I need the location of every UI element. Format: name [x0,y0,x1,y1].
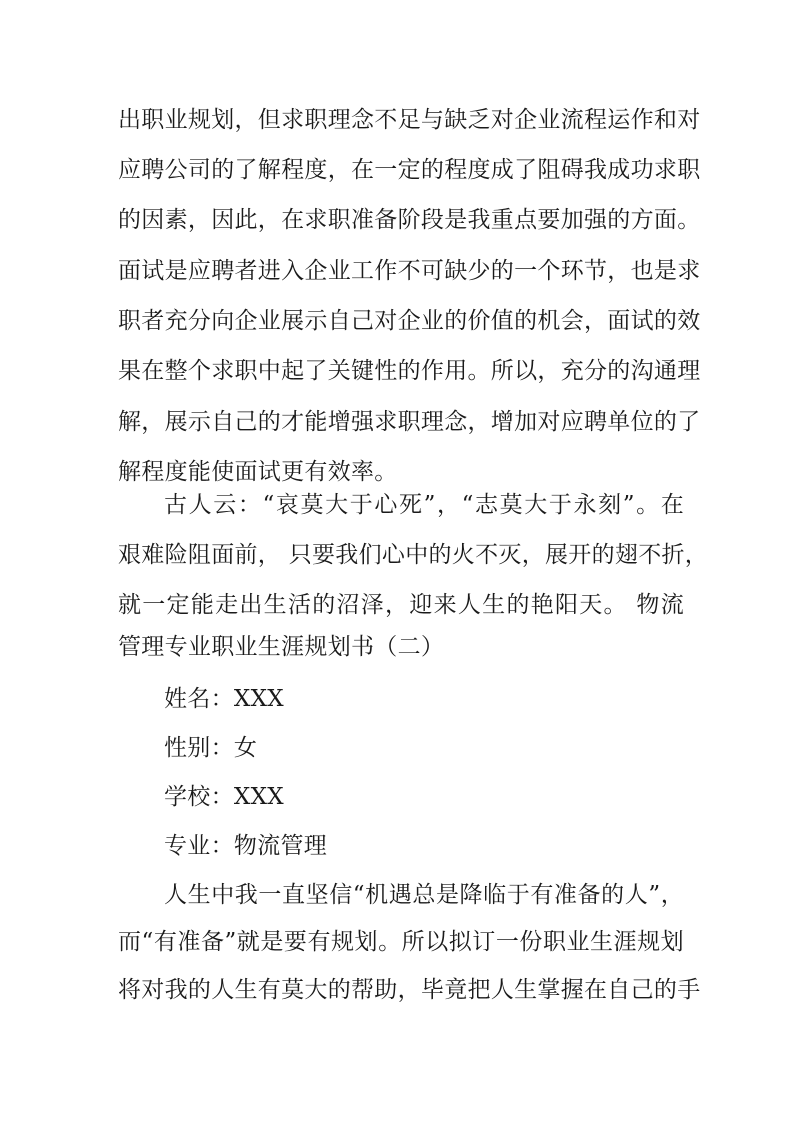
text-line-5: 职者充分向企业展示自己对企业的价值的机会，面试的效 [118,308,701,334]
text-line-10: 艰难险阻面前， 只要我们心中的火不灭，展开的翅不折， [118,542,709,568]
text-line-1: 出职业规划，但求职理念不足与缺乏对企业流程运作和对 [118,107,701,133]
text-line-2: 应聘公司的了解程度，在一定的程度成了阻碍我成功求职 [118,157,701,183]
text-line-3: 的因素，因此，在求职准备阶段是我重点要加强的方面。 [118,207,701,233]
text-line-8: 解程度能使面试更有效率。 [118,459,398,485]
text-line-18: 而“有准备”就是要有规划。所以拟订一份职业生涯规划 [118,929,684,955]
major-field: 专业：物流管理 [164,833,328,859]
text-line-11: 就一定能走出生活的沼泽，迎来人生的艳阳天。 物流 [118,592,684,618]
text-line-6: 果在整个求职中起了关键性的作用。所以，充分的沟通理 [118,358,701,384]
text-line-12: 管理专业职业生涯规划书（二） [118,634,445,660]
school-field: 学校：XXX [164,784,284,810]
text-line-19: 将对我的人生有莫大的帮助，毕竟把人生掌握在自己的手 [118,977,701,1003]
text-line-7: 解，展示自己的才能增强求职理念，增加对应聘单位的了 [118,409,701,435]
text-line-17: 人生中我一直坚信“机遇总是降临于有准备的人”， [164,882,684,908]
name-field: 姓名：XXX [164,686,284,712]
gender-field: 性别：女 [164,735,258,761]
text-line-9: 古人云：“哀莫大于心死”，“志莫大于永刻”。在 [164,492,684,518]
text-line-4: 面试是应聘者进入企业工作不可缺少的一个环节，也是求 [118,258,701,284]
